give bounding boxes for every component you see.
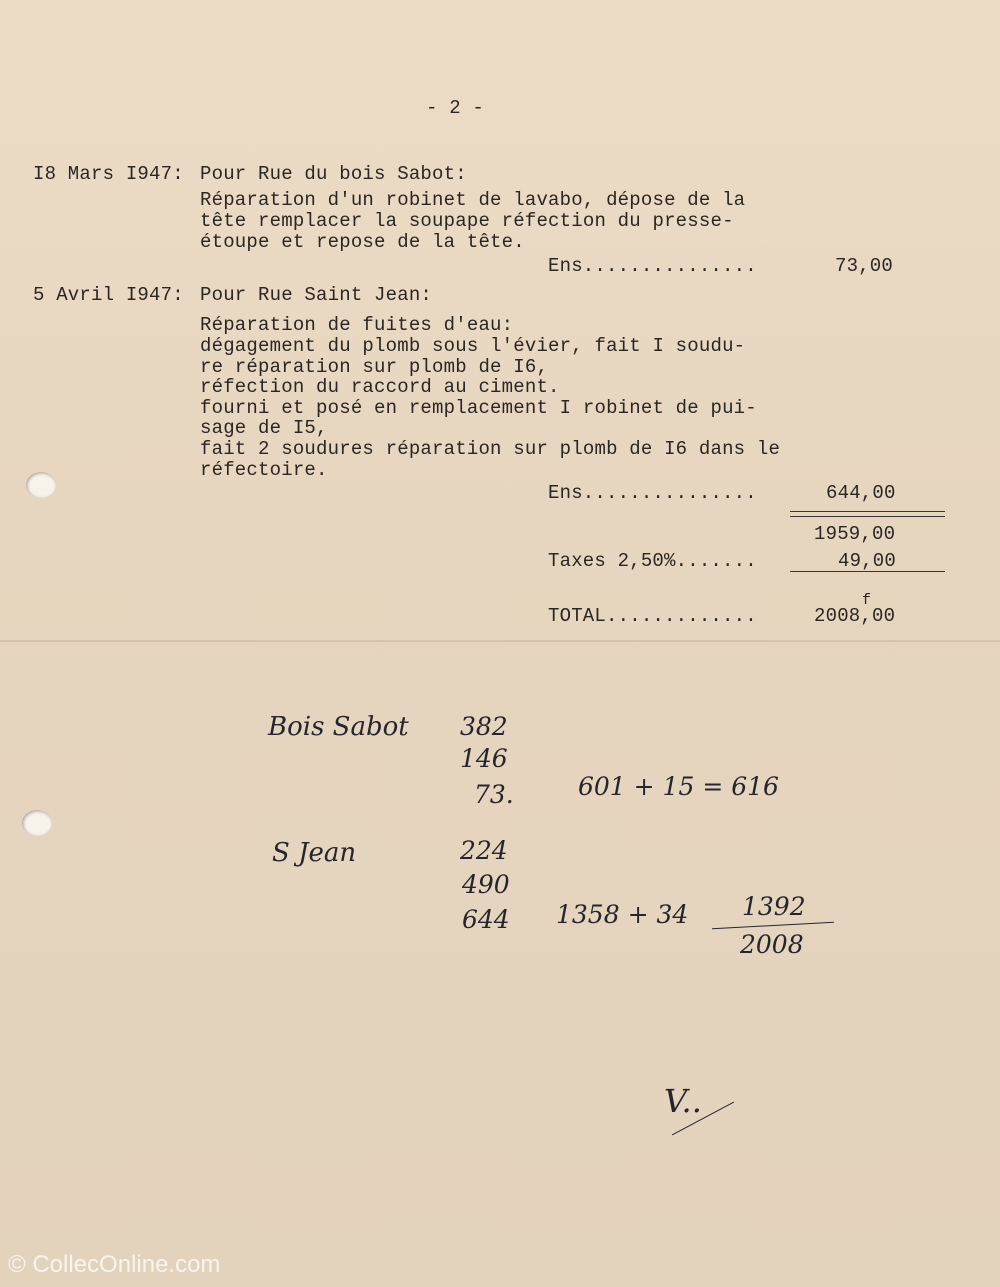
handwritten-result-top: 1392	[742, 892, 806, 921]
entry-2-line: réfection du raccord au ciment.	[200, 376, 560, 398]
entry-1-line: tête remplacer la soupape réfection du presse-	[200, 210, 734, 232]
handwritten-result-bottom: 2008	[740, 930, 804, 959]
handwritten-signature: V..	[664, 1082, 702, 1120]
subtotal-double-rule	[790, 511, 945, 517]
handwritten-number: 224	[460, 836, 508, 865]
entry-2-date: 5 Avril I947:	[33, 284, 184, 306]
entry-2-line: Réparation de fuites d'eau:	[200, 314, 514, 336]
handwritten-number: 73.	[474, 780, 514, 809]
entry-1-date: I8 Mars I947:	[33, 163, 184, 185]
entry-1-line: Réparation d'un robinet de lavabo, dépose de la	[200, 189, 746, 211]
total-currency-superscript: f	[862, 592, 872, 609]
entry-1-ens-label: Ens...............	[548, 255, 757, 277]
entry-1-amount: 73,00	[835, 255, 894, 277]
handwritten-number: 146	[460, 744, 508, 773]
watermark: © CollecOnline.com	[8, 1251, 221, 1278]
total-value: 2008,00	[814, 605, 896, 627]
entry-2-line: fourni et posé en remplacement I robinet de pui-	[200, 397, 757, 419]
paper-fold	[0, 640, 1000, 642]
page-number: - 2 -	[426, 97, 485, 119]
entry-2-line: réfectoire.	[200, 459, 328, 481]
handwritten-number: 490	[462, 870, 510, 899]
handwritten-number: 382	[460, 712, 508, 741]
entry-1-place: Pour Rue du bois Sabot:	[200, 163, 467, 185]
handwritten-calc-2: 1358 + 34	[556, 900, 689, 929]
handwritten-number: 644	[462, 905, 510, 934]
entry-2-place: Pour Rue Saint Jean:	[200, 284, 433, 306]
subtotal-value: 1959,00	[814, 523, 896, 545]
entry-2-line: fait 2 soudures réparation sur plomb de I6 dans le	[200, 438, 781, 460]
entry-2-amount: 644,00	[826, 482, 896, 504]
handwritten-sum-line	[712, 922, 834, 929]
handwritten-bois-sabot: Bois Sabot	[268, 712, 409, 742]
taxes-value: 49,00	[838, 550, 897, 572]
handwritten-st-jean: S Jean	[272, 838, 357, 868]
handwritten-calc-1: 601 + 15 = 616	[578, 772, 779, 801]
entry-2-line: sage de I5,	[200, 417, 328, 439]
punch-hole-bottom	[22, 810, 52, 836]
punch-hole-top	[26, 472, 56, 498]
entry-1-line: étoupe et repose de la tête.	[200, 231, 525, 253]
taxes-rule	[790, 571, 945, 572]
entry-2-line: re réparation sur plomb de I6,	[200, 356, 549, 378]
entry-2-ens-label: Ens...............	[548, 482, 757, 504]
total-label: TOTAL.............	[548, 605, 757, 627]
taxes-label: Taxes 2,50%.......	[548, 550, 757, 572]
entry-2-line: dégagement du plomb sous l'évier, fait I soudu-	[200, 335, 746, 357]
